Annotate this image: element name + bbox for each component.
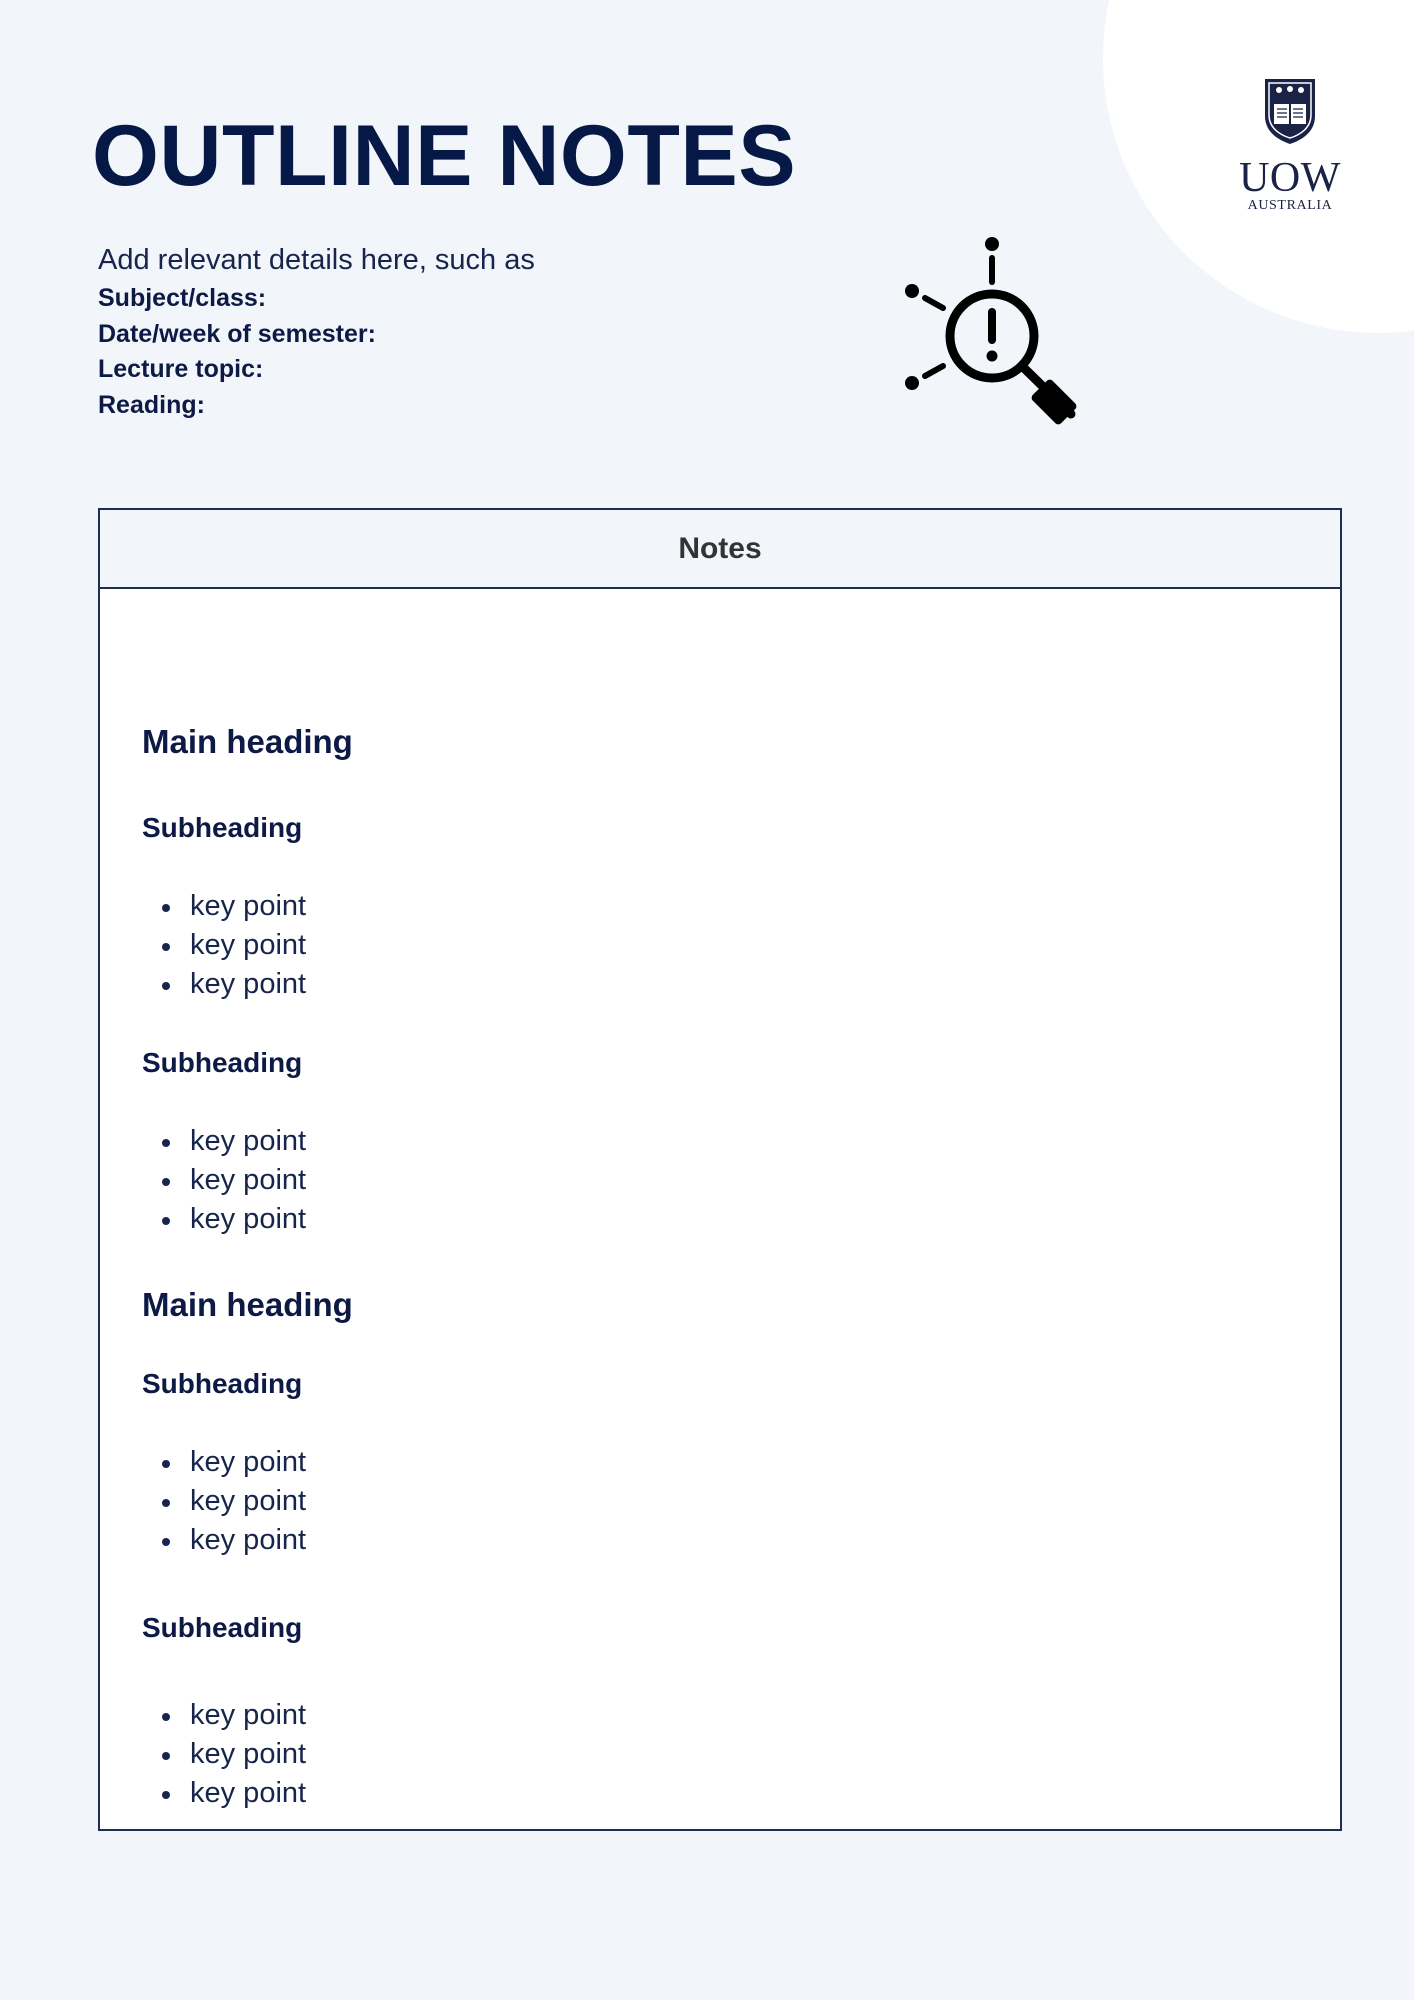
key-point: key point bbox=[142, 1200, 306, 1239]
key-point: key point bbox=[142, 965, 306, 1004]
main-heading: Main heading bbox=[142, 723, 353, 760]
key-point-list bbox=[142, 1122, 306, 1239]
subheading: Subheading bbox=[142, 1368, 303, 1399]
subheading: Subheading bbox=[142, 1047, 303, 1078]
subheading: Subheading bbox=[142, 812, 303, 843]
notes-box bbox=[98, 508, 1342, 1831]
page-title: OUTLINE NOTES bbox=[92, 108, 797, 204]
key-point: key point bbox=[142, 1521, 306, 1560]
key-point-list bbox=[142, 1443, 306, 1560]
subheading: Subheading bbox=[142, 1612, 303, 1643]
key-point: key point bbox=[142, 1735, 306, 1774]
key-point: key point bbox=[142, 1443, 306, 1482]
logo-subtitle: AUSTRALIA bbox=[1247, 198, 1333, 213]
search-alert-icon bbox=[898, 236, 1088, 426]
key-point-list bbox=[142, 887, 306, 1004]
key-point: key point bbox=[142, 1696, 306, 1735]
key-point: key point bbox=[142, 926, 306, 965]
key-point: key point bbox=[142, 887, 306, 926]
key-point: key point bbox=[142, 1161, 306, 1200]
key-point: key point bbox=[142, 1482, 306, 1521]
key-point: key point bbox=[142, 1122, 306, 1161]
key-point: key point bbox=[142, 1774, 306, 1813]
notes-header: Notes bbox=[100, 510, 1340, 589]
intro-text: Add relevant details here, such as bbox=[98, 244, 535, 276]
uow-crest-icon bbox=[1262, 76, 1318, 146]
detail-fields bbox=[98, 281, 376, 423]
logo-wordmark: UOW bbox=[1239, 155, 1341, 201]
uow-logo bbox=[1232, 76, 1348, 214]
detail-reading-label: Reading: bbox=[98, 390, 205, 419]
detail-topic-label: Lecture topic: bbox=[98, 355, 264, 383]
key-point-list bbox=[142, 1696, 306, 1813]
detail-subject-label: Subject/class: bbox=[98, 284, 267, 312]
detail-date-label: Date/week of semester: bbox=[98, 319, 376, 348]
main-heading: Main heading bbox=[142, 1286, 353, 1323]
